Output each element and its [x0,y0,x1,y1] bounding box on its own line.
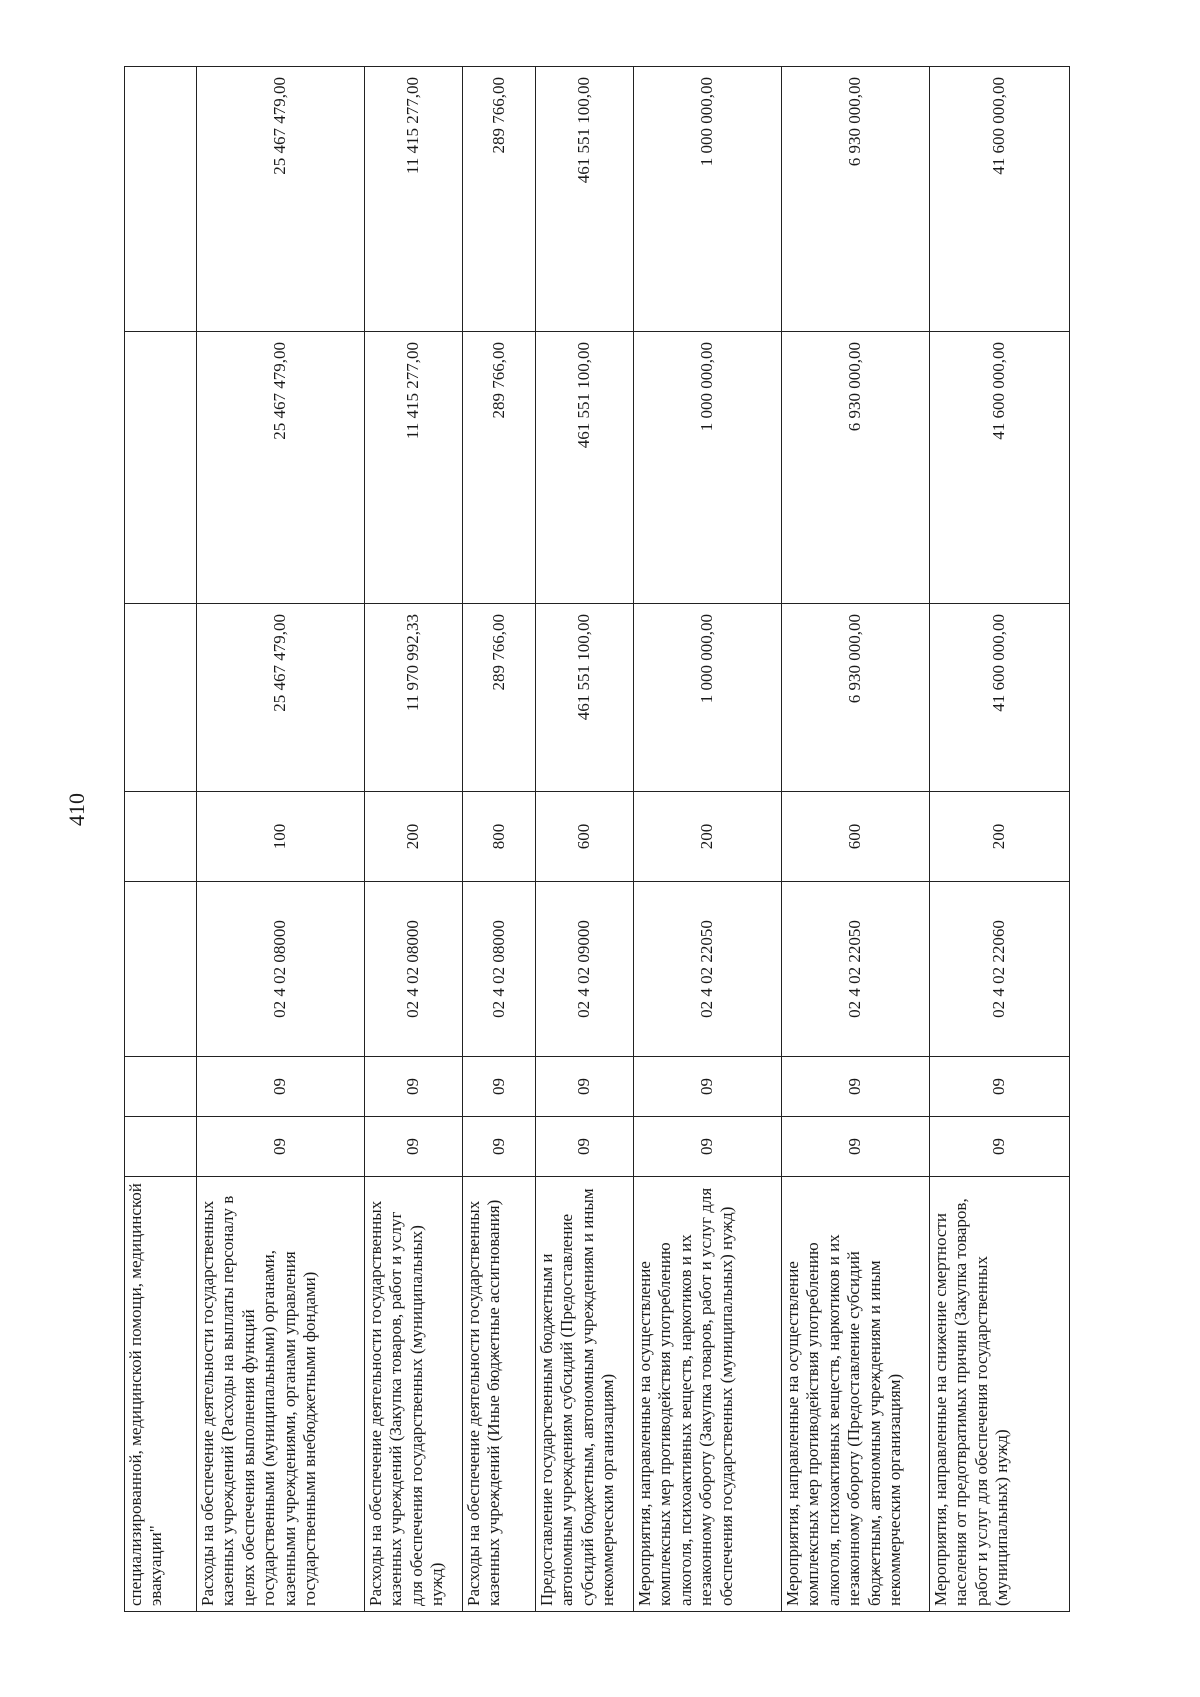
target-article-code [125,882,197,1057]
section-code: 09 [930,1117,1070,1177]
row-description: Расходы на обеспечение деятельности государственных казенных учреждений (Расходы на выплаты персоналу в целях обеспечения выполнения функций государственными (муниципальными) органами, казенными учреждениями, органами управления государственными внебюджетными фондами) [197,1177,365,1612]
page-number: 410 [64,793,89,826]
subsection-code: 09 [782,1057,930,1117]
table-row [930,67,1070,1612]
amount-year-1: 289 766,00 [463,604,536,792]
expense-type-code: 200 [634,792,782,882]
subsection-code [125,1057,197,1117]
section-code [125,1117,197,1177]
row-description: Предоставление государственным бюджетным и автономным учреждениям субсидий (Предоставление субсидий бюджетным, автономным учреждениям и иным некоммерческим организациям) [536,1177,634,1612]
amount-year-2: 461 551 100,00 [536,332,634,604]
table-row [782,67,930,1612]
target-article-code: 02 4 02 22050 [634,882,782,1057]
amount-year-1: 1 000 000,00 [634,604,782,792]
target-article-code: 02 4 02 22060 [930,882,1070,1057]
amount-year-1 [125,604,197,792]
expense-type-code: 800 [463,792,536,882]
amount-year-3: 41 600 000,00 [930,67,1070,332]
subsection-code: 09 [634,1057,782,1117]
amount-year-3: 11 415 277,00 [365,67,463,332]
amount-year-3: 1 000 000,00 [634,67,782,332]
target-article-code: 02 4 02 08000 [365,882,463,1057]
section-code: 09 [634,1117,782,1177]
target-article-code: 02 4 02 08000 [197,882,365,1057]
expense-type-code: 600 [782,792,930,882]
amount-year-3: 289 766,00 [463,67,536,332]
table-row [125,67,197,1612]
expense-type-code: 200 [365,792,463,882]
expense-type-code: 600 [536,792,634,882]
amount-year-2: 25 467 479,00 [197,332,365,604]
table-row [536,67,634,1612]
section-code: 09 [536,1117,634,1177]
target-article-code: 02 4 02 22050 [782,882,930,1057]
expense-type-code [125,792,197,882]
row-description: Расходы на обеспечение деятельности государственных казенных учреждений (Закупка товаров, работ и услуг для обеспечения государственных (муниципальных) нужд) [365,1177,463,1612]
budget-table [124,66,1070,1612]
subsection-code: 09 [536,1057,634,1117]
amount-year-3 [125,67,197,332]
amount-year-2: 1 000 000,00 [634,332,782,604]
section-code: 09 [197,1117,365,1177]
table-row [365,67,463,1612]
target-article-code: 02 4 02 08000 [463,882,536,1057]
amount-year-1: 6 930 000,00 [782,604,930,792]
row-description: Мероприятия, направленные на снижение смертности населения от предотвратимых причин (Закупка товаров, работ и услуг для обеспечения государственных (муниципальных) нужд) [930,1177,1070,1612]
budget-table-container [124,67,1069,1612]
amount-year-3: 461 551 100,00 [536,67,634,332]
row-description: специализированной, медицинской помощи, медицинской эвакуации" [125,1177,197,1612]
amount-year-1: 461 551 100,00 [536,604,634,792]
subsection-code: 09 [930,1057,1070,1117]
amount-year-1: 25 467 479,00 [197,604,365,792]
amount-year-2: 41 600 000,00 [930,332,1070,604]
subsection-code: 09 [365,1057,463,1117]
amount-year-1: 11 970 992,33 [365,604,463,792]
subsection-code: 09 [463,1057,536,1117]
table-row [197,67,365,1612]
row-description: Мероприятия, направленные на осуществление комплексных мер противодействия употреблению алкоголя, психоактивных веществ, наркотиков и их незаконному обороту (Предоставление субсидий бюджетным, автономным учреждениям и иным некоммерческим организациям) [782,1177,930,1612]
table-row [463,67,536,1612]
row-description: Мероприятия, направленные на осуществление комплексных мер противодействия употреблению алкоголя, психоактивных веществ, наркотиков и их незаконному обороту (Закупка товаров, работ и услуг для обеспечения государственных (муниципальных) нужд) [634,1177,782,1612]
amount-year-1: 41 600 000,00 [930,604,1070,792]
table-row [634,67,782,1612]
amount-year-2 [125,332,197,604]
subsection-code: 09 [197,1057,365,1117]
section-code: 09 [782,1117,930,1177]
section-code: 09 [365,1117,463,1177]
amount-year-2: 289 766,00 [463,332,536,604]
amount-year-2: 6 930 000,00 [782,332,930,604]
expense-type-code: 200 [930,792,1070,882]
section-code: 09 [463,1117,536,1177]
amount-year-3: 6 930 000,00 [782,67,930,332]
amount-year-2: 11 415 277,00 [365,332,463,604]
amount-year-3: 25 467 479,00 [197,67,365,332]
expense-type-code: 100 [197,792,365,882]
row-description: Расходы на обеспечение деятельности государственных казенных учреждений (Иные бюджетные ассигнования) [463,1177,536,1612]
target-article-code: 02 4 02 09000 [536,882,634,1057]
